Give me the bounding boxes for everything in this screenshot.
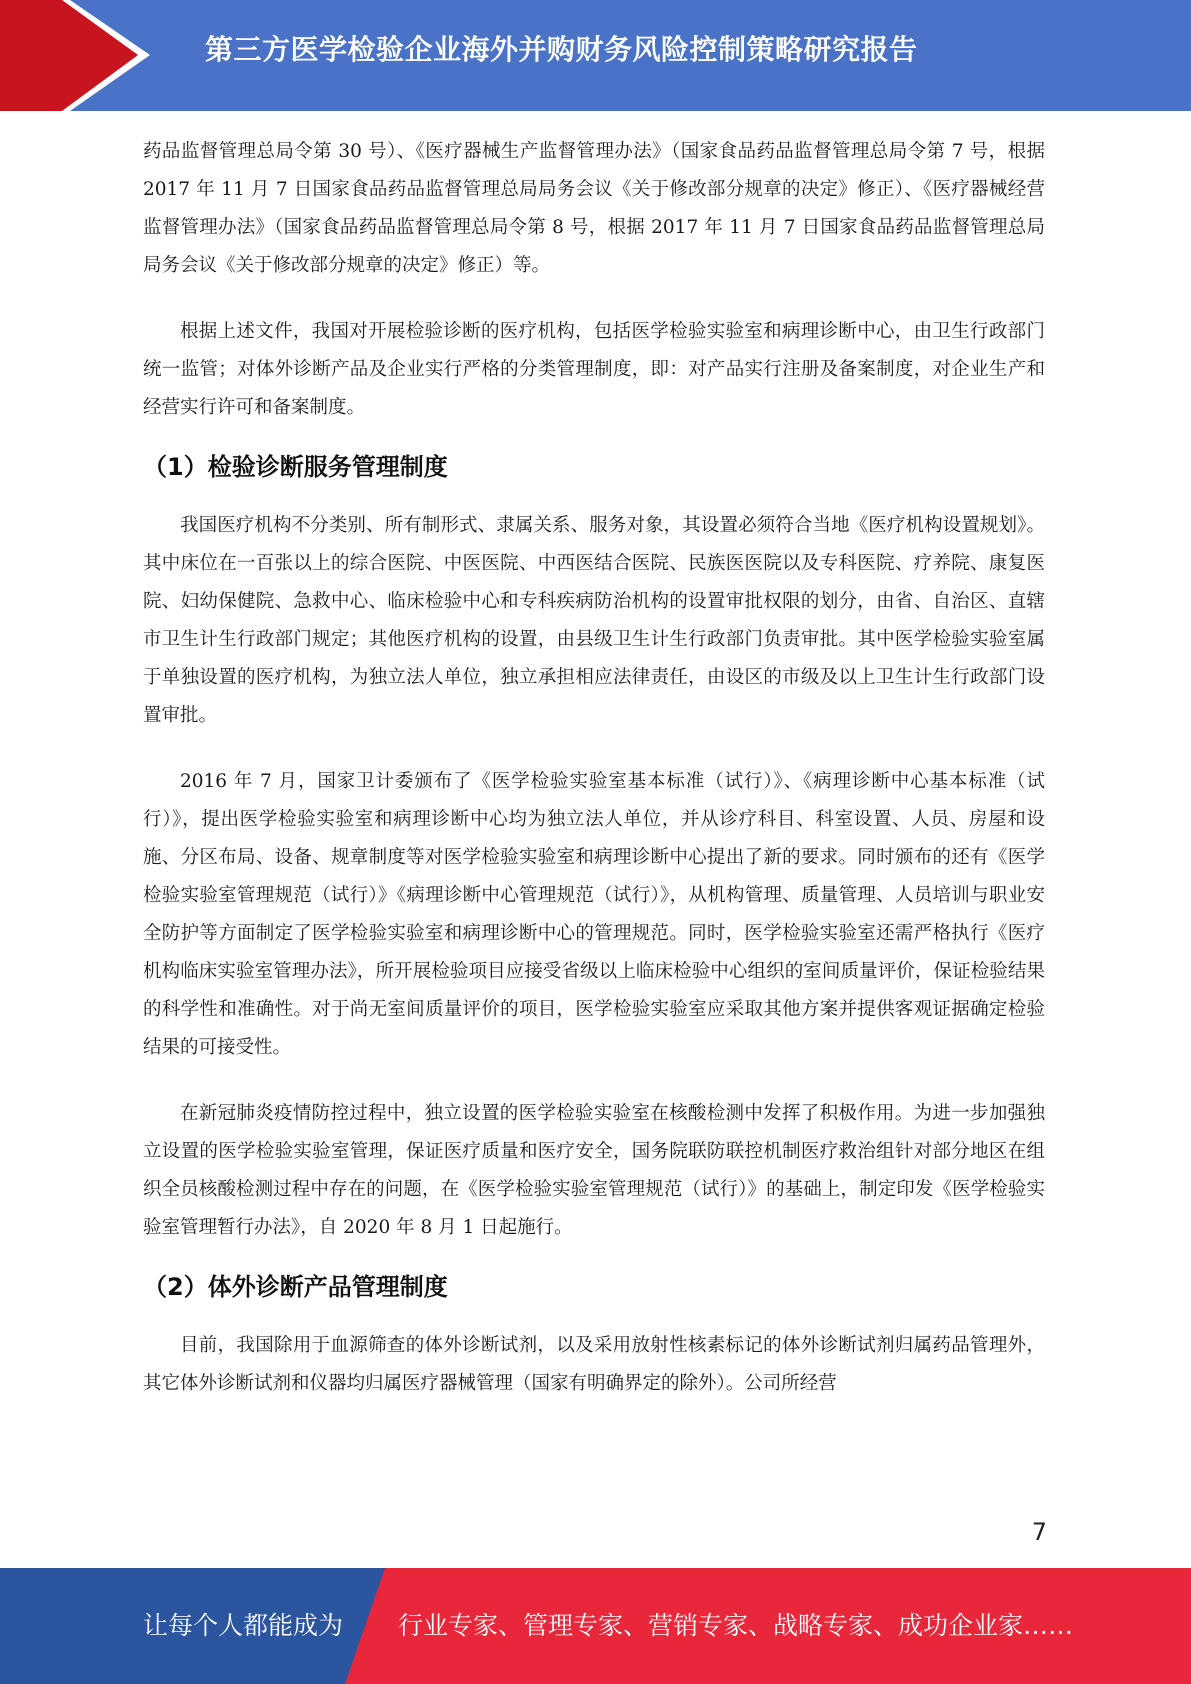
header-chevron-decoration bbox=[0, 0, 150, 111]
paragraph-regulations: 药品监督管理总局令第 30 号）、《医疗器械生产监督管理办法》（国家食品药品监督管理总局令第 7 号，根据 2017 年 11 月 7 日国家食品药品监督管理总局局务会议《关于修改部分规章的决定》修正）、《医疗器械经营监督管理办法》（国家食品药品监督管理总局令第 8 号，根据 2017 年 11 月 7 日国家食品药品监督管理总局局务会议《关于修改部分规章的决定》修正）等。 bbox=[143, 141, 1045, 276]
paragraph-medical-institutions: 我国医疗机构不分类别、所有制形式、隶属关系、服务对象，其设置必须符合当地《医疗机构设置规划》。其中床位在一百张以上的综合医院、中医医院、中西医结合医院、民族医医院以及专科医院、疗养院、康复医院、妇幼保健院、急救中心、临床检验中心和专科疾病防治机构的设置审批权限的划分，由省、自治区、直辖市卫生计生行政部门规定；其他医疗机构的设置，由县级卫生计生行政部门负责审批。其中医学检验实验室属于单独设置的医疗机构，为独立法人单位，独立承担相应法律责任，由设区的市级及以上卫生计生行政部门设置审批。 bbox=[143, 515, 1045, 726]
paragraph-ivd-classification: 目前，我国除用于血源筛查的体外诊断试剂，以及采用放射性核素标记的体外诊断试剂归属药品管理外，其它体外诊断试剂和仪器均归属医疗器械管理（国家有明确界定的除外）。公司所经营 bbox=[143, 1335, 1045, 1394]
paragraph-summary: 根据上述文件，我国对开展检验诊断的医疗机构，包括医学检验实验室和病理诊断中心，由卫生行政部门统一监管；对体外诊断产品及企业实行严格的分类管理制度，即：对产品实行注册及备案制度，对企业生产和经营实行许可和备案制度。 bbox=[143, 321, 1045, 418]
header-banner bbox=[0, 0, 1191, 111]
paragraph-2016-standards: 2016 年 7 月，国家卫计委颁布了《医学检验实验室基本标准（试行）》、《病理诊断中心基本标准（试行）》，提出医学检验实验室和病理诊断中心均为独立法人单位，并从诊疗科目、科室设置、人员、房屋和设施、分区布局、设备、规章制度等对医学检验实验室和病理诊断中心提出了新的要求。同时颁布的还有《医学检验实验室管理规范（试行）》《病理诊断中心管理规范（试行）》，从机构管理、质量管理、人员培训与职业安全防护等方面制定了医学检验实验室和病理诊断中心的管理规范。同时，医学检验实验室还需严格执行《医疗机构临床实验室管理办法》，所开展检验项目应接受省级以上临床检验中心组织的室间质量评价，保证检验结果的科学性和准确性。对于尚无室间质量评价的项目，医学检验实验室应采取其他方案并提供客观证据确定检验结果的可接受性。 bbox=[143, 771, 1045, 1058]
section-heading-ivd-products: （2）体外诊断产品管理制度 bbox=[143, 1273, 448, 1301]
footer-slogan-right: 行业专家、管理专家、营销专家、战略专家、成功企业家…… bbox=[398, 1611, 1074, 1640]
footer-slogan-left: 让每个人都能成为 bbox=[143, 1611, 344, 1640]
page-number: 7 bbox=[1031, 1518, 1047, 1546]
section-heading-service-management: （1）检验诊断服务管理制度 bbox=[143, 453, 448, 481]
footer-banner bbox=[0, 1568, 1191, 1684]
paragraph-covid-lab-management: 在新冠肺炎疫情防控过程中，独立设置的医学检验实验室在核酸检测中发挥了积极作用。为进一步加强独立设置的医学检验实验室管理，保证医疗质量和医疗安全，国务院联防联控机制医疗救治组针对部分地区在组织全员核酸检测过程中存在的问题，在《医学检验实验室管理规范（试行）》的基础上，制定印发《医学检验实验室管理暂行办法》，自 2020 年 8 月 1 日起施行。 bbox=[143, 1103, 1045, 1238]
report-title: 第三方医学检验企业海外并购财务风险控制策略研究报告 bbox=[205, 33, 918, 66]
document-body bbox=[143, 133, 1045, 1403]
